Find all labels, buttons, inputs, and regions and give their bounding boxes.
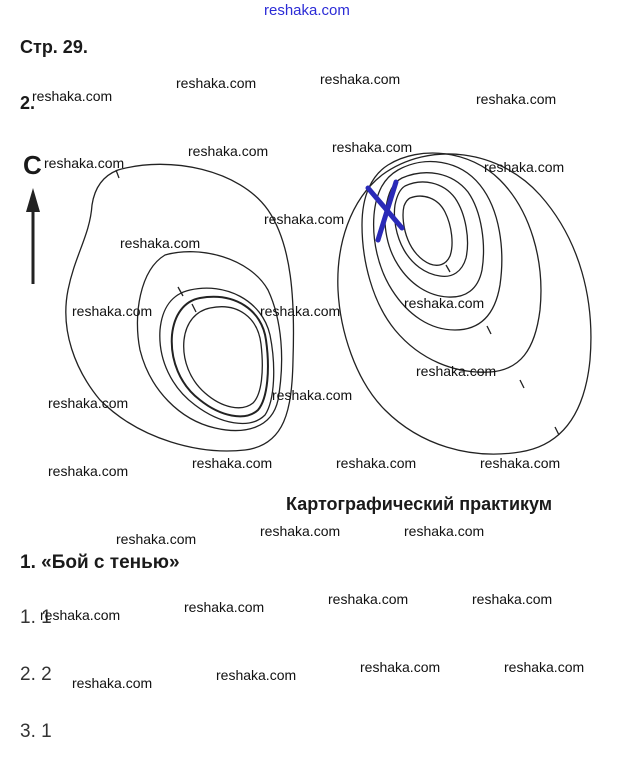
watermark: reshaka.com bbox=[48, 395, 129, 411]
watermark: reshaka.com bbox=[272, 387, 353, 403]
answer-3: 3. 1 bbox=[20, 721, 52, 742]
watermark: reshaka.com bbox=[176, 75, 257, 91]
watermark: reshaka.com bbox=[32, 88, 113, 104]
right-contour-2 bbox=[362, 153, 541, 372]
watermark: reshaka.com bbox=[476, 91, 557, 107]
watermark: reshaka.com bbox=[404, 295, 485, 311]
practicum-title: Картографический практикум bbox=[286, 494, 553, 514]
watermark: reshaka.com bbox=[264, 211, 345, 227]
watermark: reshaka.com bbox=[44, 155, 125, 171]
watermark: reshaka.com bbox=[416, 363, 497, 379]
task-number: 2. bbox=[20, 93, 36, 113]
watermark: reshaka.com bbox=[192, 455, 273, 471]
watermark: reshaka.com bbox=[260, 303, 341, 319]
answer-1: 1. 1 bbox=[20, 607, 52, 628]
watermark: reshaka.com bbox=[404, 523, 485, 539]
watermark: reshaka.com bbox=[40, 607, 121, 623]
watermark: reshaka.com bbox=[480, 455, 561, 471]
north-label: С bbox=[23, 150, 42, 180]
watermark: reshaka.com bbox=[328, 591, 409, 607]
watermark: reshaka.com bbox=[336, 455, 417, 471]
site-header-link[interactable]: reshaka.com bbox=[264, 2, 350, 19]
watermark: reshaka.com bbox=[184, 599, 265, 615]
watermark: reshaka.com bbox=[120, 235, 201, 251]
right-contour-5 bbox=[394, 182, 467, 276]
watermark: reshaka.com bbox=[260, 523, 341, 539]
answer-2: 2. 2 bbox=[20, 664, 52, 685]
north-arrow bbox=[26, 188, 40, 284]
watermark: reshaka.com bbox=[320, 71, 401, 87]
watermark: reshaka.com bbox=[72, 675, 153, 691]
task1-title: 1. «Бой с тенью» bbox=[20, 552, 180, 573]
watermark: reshaka.com bbox=[472, 591, 553, 607]
page-title: Стр. 29. bbox=[20, 37, 88, 57]
right-contour-6 bbox=[403, 196, 452, 265]
left-contour-5 bbox=[184, 307, 263, 408]
left-contour-3 bbox=[160, 288, 274, 423]
watermark: reshaka.com bbox=[484, 159, 565, 175]
watermark: reshaka.com bbox=[332, 139, 413, 155]
watermark: reshaka.com bbox=[48, 463, 129, 479]
watermark: reshaka.com bbox=[360, 659, 441, 675]
watermark: reshaka.com bbox=[116, 531, 197, 547]
watermark: reshaka.com bbox=[504, 659, 585, 675]
watermark: reshaka.com bbox=[72, 303, 153, 319]
watermark: reshaka.com bbox=[216, 667, 297, 683]
watermark: reshaka.com bbox=[188, 143, 269, 159]
